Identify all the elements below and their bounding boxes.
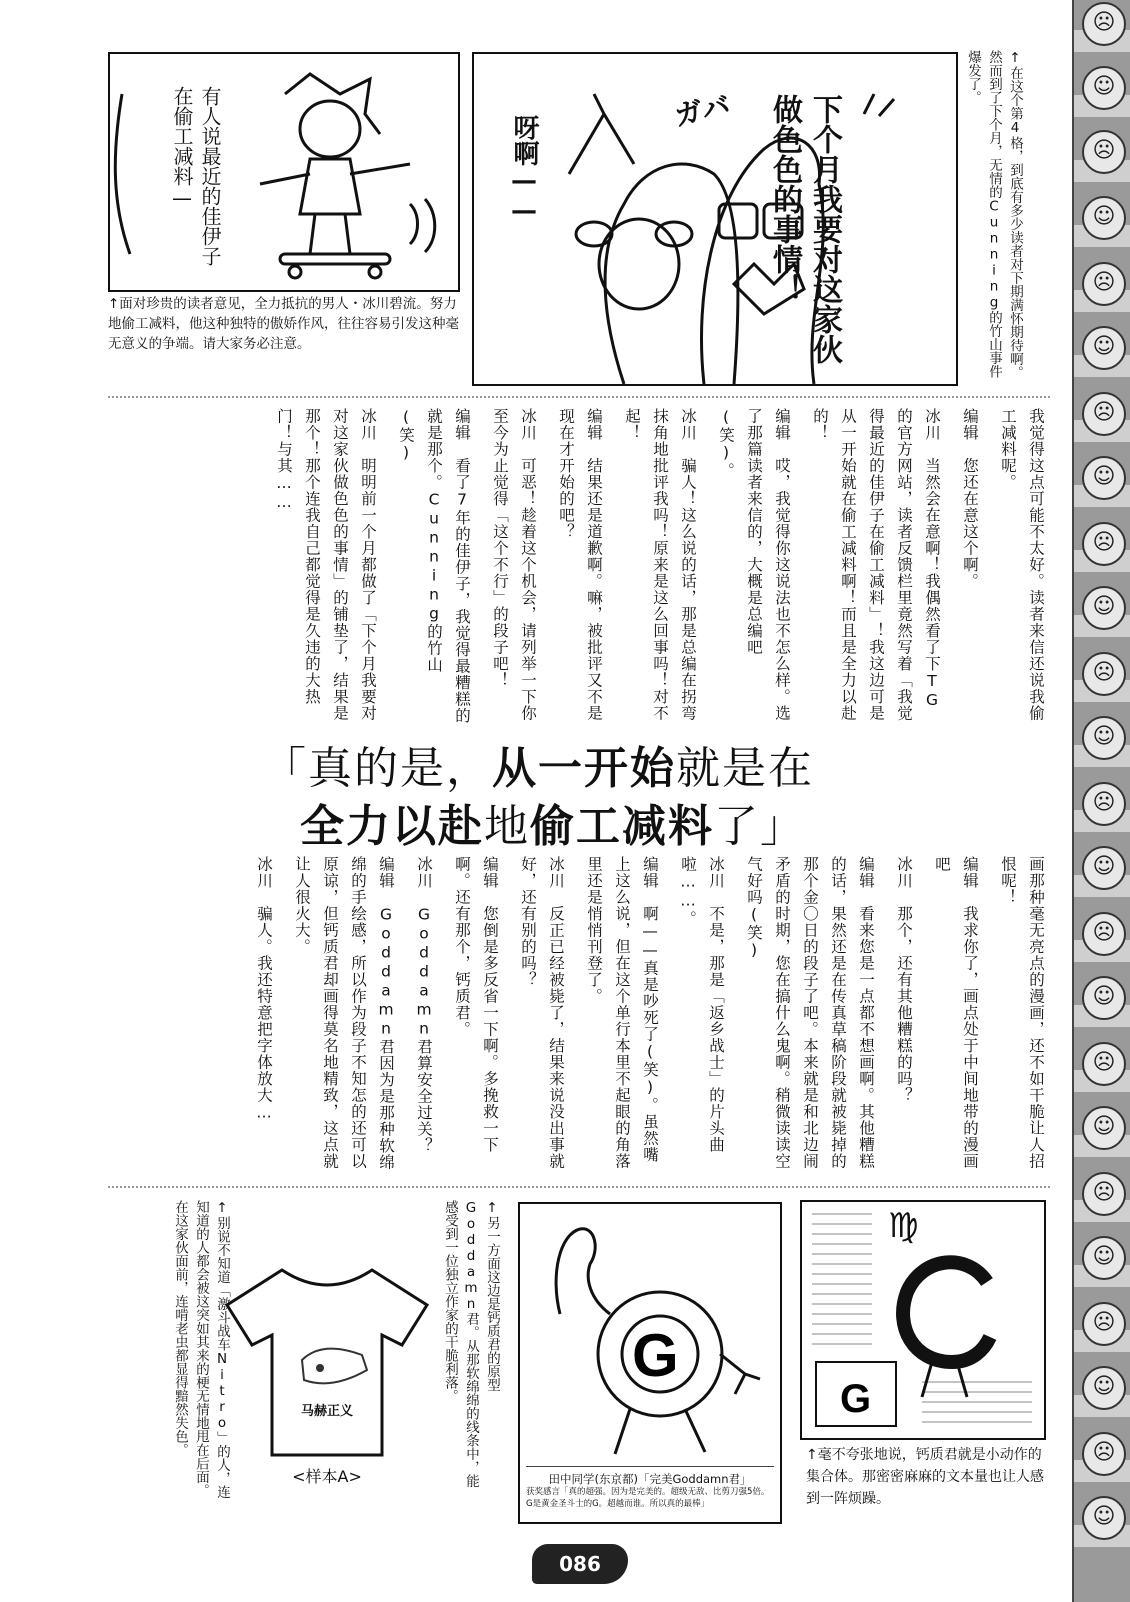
calcium-kun-panel — [800, 1200, 1046, 1440]
pull-quote-emphasis: 从一开始 — [492, 743, 676, 794]
speech-left: 有人说最近的佳伊子在偷工减料— — [170, 86, 222, 266]
dialogue-paragraph: 冰川 反正已经被毙了，结果来说没出事就好，还有别的吗？ — [519, 856, 565, 1170]
top-caption-right: ↑在这个第4格，到底有多少读者对下期满怀期待啊。然而到了下个月，无情的Cunning的竹山事件爆发了。 — [965, 50, 1023, 379]
face-icon: ☺ — [1082, 586, 1126, 630]
dialogue-paragraph: 画那种毫无亮点的漫画，还不如干脆让人招恨呢！ — [999, 856, 1045, 1170]
dialogue-paragraph: 冰川 Goddamn君算安全过关？ — [415, 856, 433, 1154]
speech-main-left: 呀啊—— — [509, 114, 539, 226]
tshirt-print-text: 马赫正义 — [300, 1404, 353, 1419]
face-icon: ☹ — [1082, 1172, 1126, 1216]
tshirt-label: <样本A> — [292, 1467, 362, 1486]
dialogue-paragraph: 编辑 啊——真是吵死了(笑)。虽然嘴上这么说，但在这个单行本里不起眼的角落里还是悄悄刊登了。 — [585, 856, 659, 1170]
sound-effect: ガバ — [671, 88, 734, 133]
dialogue-paragraph: 编辑 您还在意这个啊。 — [961, 408, 979, 590]
dialogue-paragraph: 冰川 可恶！趁着这个机会，请列举一下你至今为止觉得「这个不行」的段子吧！ — [491, 408, 537, 722]
dialogue-paragraph: 编辑 Goddamn君因为是那种软绵绵的手绘感，所以作为段子不知怎的还可以原谅，但钙质君却画得莫名地精致，这点就让人很火大。 — [293, 856, 395, 1171]
dialogue-paragraph: 冰川 骗人。我还特意把字体放大… — [255, 856, 273, 1123]
comic-panel-left — [108, 52, 460, 292]
face-icon: ☺ — [1082, 1496, 1126, 1540]
face-icon: ☹ — [1082, 392, 1126, 436]
face-icon: ☺ — [1082, 846, 1126, 890]
goddamn-kun-illustration — [520, 1204, 780, 1464]
upper-dialogue — [108, 408, 1050, 726]
dialogue-paragraph: 编辑 结果还是道歉啊。嘛，被批评又不是现在才开始的吧？ — [557, 408, 603, 722]
dialogue-paragraph: 冰川 那个，还有其他糟糕的吗？ — [895, 856, 913, 1104]
pull-quote-text: 地 — [484, 801, 530, 852]
dialogue-paragraph: 编辑 哎，我觉得你这说法也不怎么样。选了那篇读者来信的，大概是总编吧(笑)。 — [717, 408, 791, 722]
tshirt-icon — [222, 1260, 432, 1460]
face-icon: ☹ — [1082, 1042, 1126, 1086]
face-icon: ☺ — [1082, 1106, 1126, 1150]
calcium-kun-illustration — [802, 1202, 1044, 1438]
dialogue-paragraph: 编辑 看了7年的佳伊子，我觉得最糟糕的就是那个。Cunning的竹山(笑) — [397, 408, 471, 724]
top-caption-bottom: ↑面对珍贵的读者意见，全力抵抗的男人・冰川碧流。努力地偷工减料，他这种独特的傲娇作风，往往容易引发这种毫无意义的争端。请大家务必注意。 — [108, 296, 459, 352]
goddamn-kun-subtitle: 获奖感言「真的超强。因为是完美的。超级无敌、比剪刀强5倍。G是黄金圣斗士的G。超越而谁。所以真的最棒」 — [526, 1487, 770, 1509]
speech-main-right: 下个月我要对这家伙做色色的事情！ — [767, 94, 842, 364]
face-icon: ☺ — [1082, 456, 1126, 500]
dialogue-paragraph: 冰川 骗人！这么说的话，那是总编在拐弯抹角地批评我吗！原来是这么回事吗！对不起！ — [623, 408, 697, 722]
face-icon: ☹ — [1082, 262, 1126, 306]
svg-text:G: G — [840, 1377, 872, 1421]
dialogue-paragraph: 冰川 不是，那是「返乡战士」的片头曲啦……。 — [679, 856, 725, 1153]
dialogue-paragraph: 冰川 当然会在意啊！我偶然看了下TG的官方网站，读者反馈栏里竟然写着「我觉得最近的佳伊子在偷工减料」！我这边可是从一开始就在偷工减料啊！而且是全力以赴的！ — [811, 408, 941, 722]
face-icon: ☺ — [1082, 1236, 1126, 1280]
face-icon: ☹ — [1082, 2, 1126, 46]
tshirt-figure — [222, 1260, 432, 1490]
divider — [108, 396, 1050, 398]
face-icon: ☹ — [1082, 1432, 1126, 1476]
pull-quote-emphasis: 全力以赴 — [300, 801, 484, 852]
pull-quote-text: 了」 — [714, 801, 806, 852]
pull-quote-text: 「真的是， — [262, 743, 492, 794]
dialogue-paragraph: 编辑 我求你了，画点处于中间地带的漫画吧 — [933, 856, 979, 1170]
goddamn-kun-title: 田中同学(东京都)「完美Goddamn君」 — [526, 1466, 774, 1487]
face-icon: ☹ — [1082, 912, 1126, 956]
bottom-caption-left: ↑别说不知道「激斗战车Nitro」的人，连知道的人都会被这突如其来的梗无情地甩在后面。在这家伙面前，连啃老虫都显得黯然失色。 — [172, 1200, 230, 1499]
face-icon: ☺ — [1082, 66, 1126, 110]
face-icon: ☹ — [1082, 522, 1126, 566]
svg-text:G: G — [632, 1322, 679, 1389]
pull-quote-text: 就是在 — [676, 743, 814, 794]
dialogue-paragraph: 冰川 明明前一个月都做了「下个月我要对对这家伙做色色的事情」的铺垫了，结果是那个！那个连我自己都觉得是久违的大热门！与其…… — [275, 408, 377, 722]
virgo-icon: ♍ — [888, 1206, 919, 1246]
dialogue-paragraph: 编辑 看来您是一点都不想画啊。其他糟糕的话，果然还是在传真草稿阶段就被毙掉的那个金〇日的段子了吧。本来就是和北边闹矛盾的时期，您在搞什么鬼啊。稍微读读空气好吗(笑) — [745, 856, 875, 1170]
face-icon: ☺ — [1082, 716, 1126, 760]
goddamn-kun-panel — [518, 1202, 782, 1524]
face-icon: ☺ — [1082, 196, 1126, 240]
bottom-caption-right: ↑毫不夸张地说，钙质君就是小动作的集合体。那密密麻麻的文本量也让人感到一阵烦躁。 — [806, 1447, 1044, 1507]
face-icon: ☺ — [1082, 976, 1126, 1020]
side-decoration-strip — [1072, 0, 1130, 1602]
dialogue-paragraph: 我觉得这点可能不太好。读者来信还说我偷工减料呢。 — [999, 408, 1045, 722]
face-icon: ☹ — [1082, 782, 1126, 826]
dialogue-paragraph: 编辑 您倒是多反省一下啊。多挽救一下啊。还有那个，钙质君。 — [453, 856, 499, 1153]
page-number: 086 — [532, 1544, 628, 1584]
face-icon: ☹ — [1082, 652, 1126, 696]
divider — [108, 1186, 1050, 1188]
pull-quote-emphasis: 偷工减料 — [530, 801, 714, 852]
pull-quote-line-1 — [262, 732, 814, 796]
comic-panel-main — [472, 52, 958, 386]
face-icon: ☹ — [1082, 1302, 1126, 1346]
face-icon: ☹ — [1082, 130, 1126, 174]
comic-illustration-left — [110, 54, 458, 290]
pull-quote-line-2 — [300, 790, 806, 854]
face-icon: ☺ — [1082, 1366, 1126, 1410]
face-icon: ☺ — [1082, 326, 1126, 370]
lower-dialogue — [108, 856, 1050, 1172]
bottom-caption-middle: ↑另一方面这边是钙质君的原型Goddamn君。从那软绵绵的线条中，能感受到一位独立作家的干脆利落。 — [442, 1200, 500, 1488]
